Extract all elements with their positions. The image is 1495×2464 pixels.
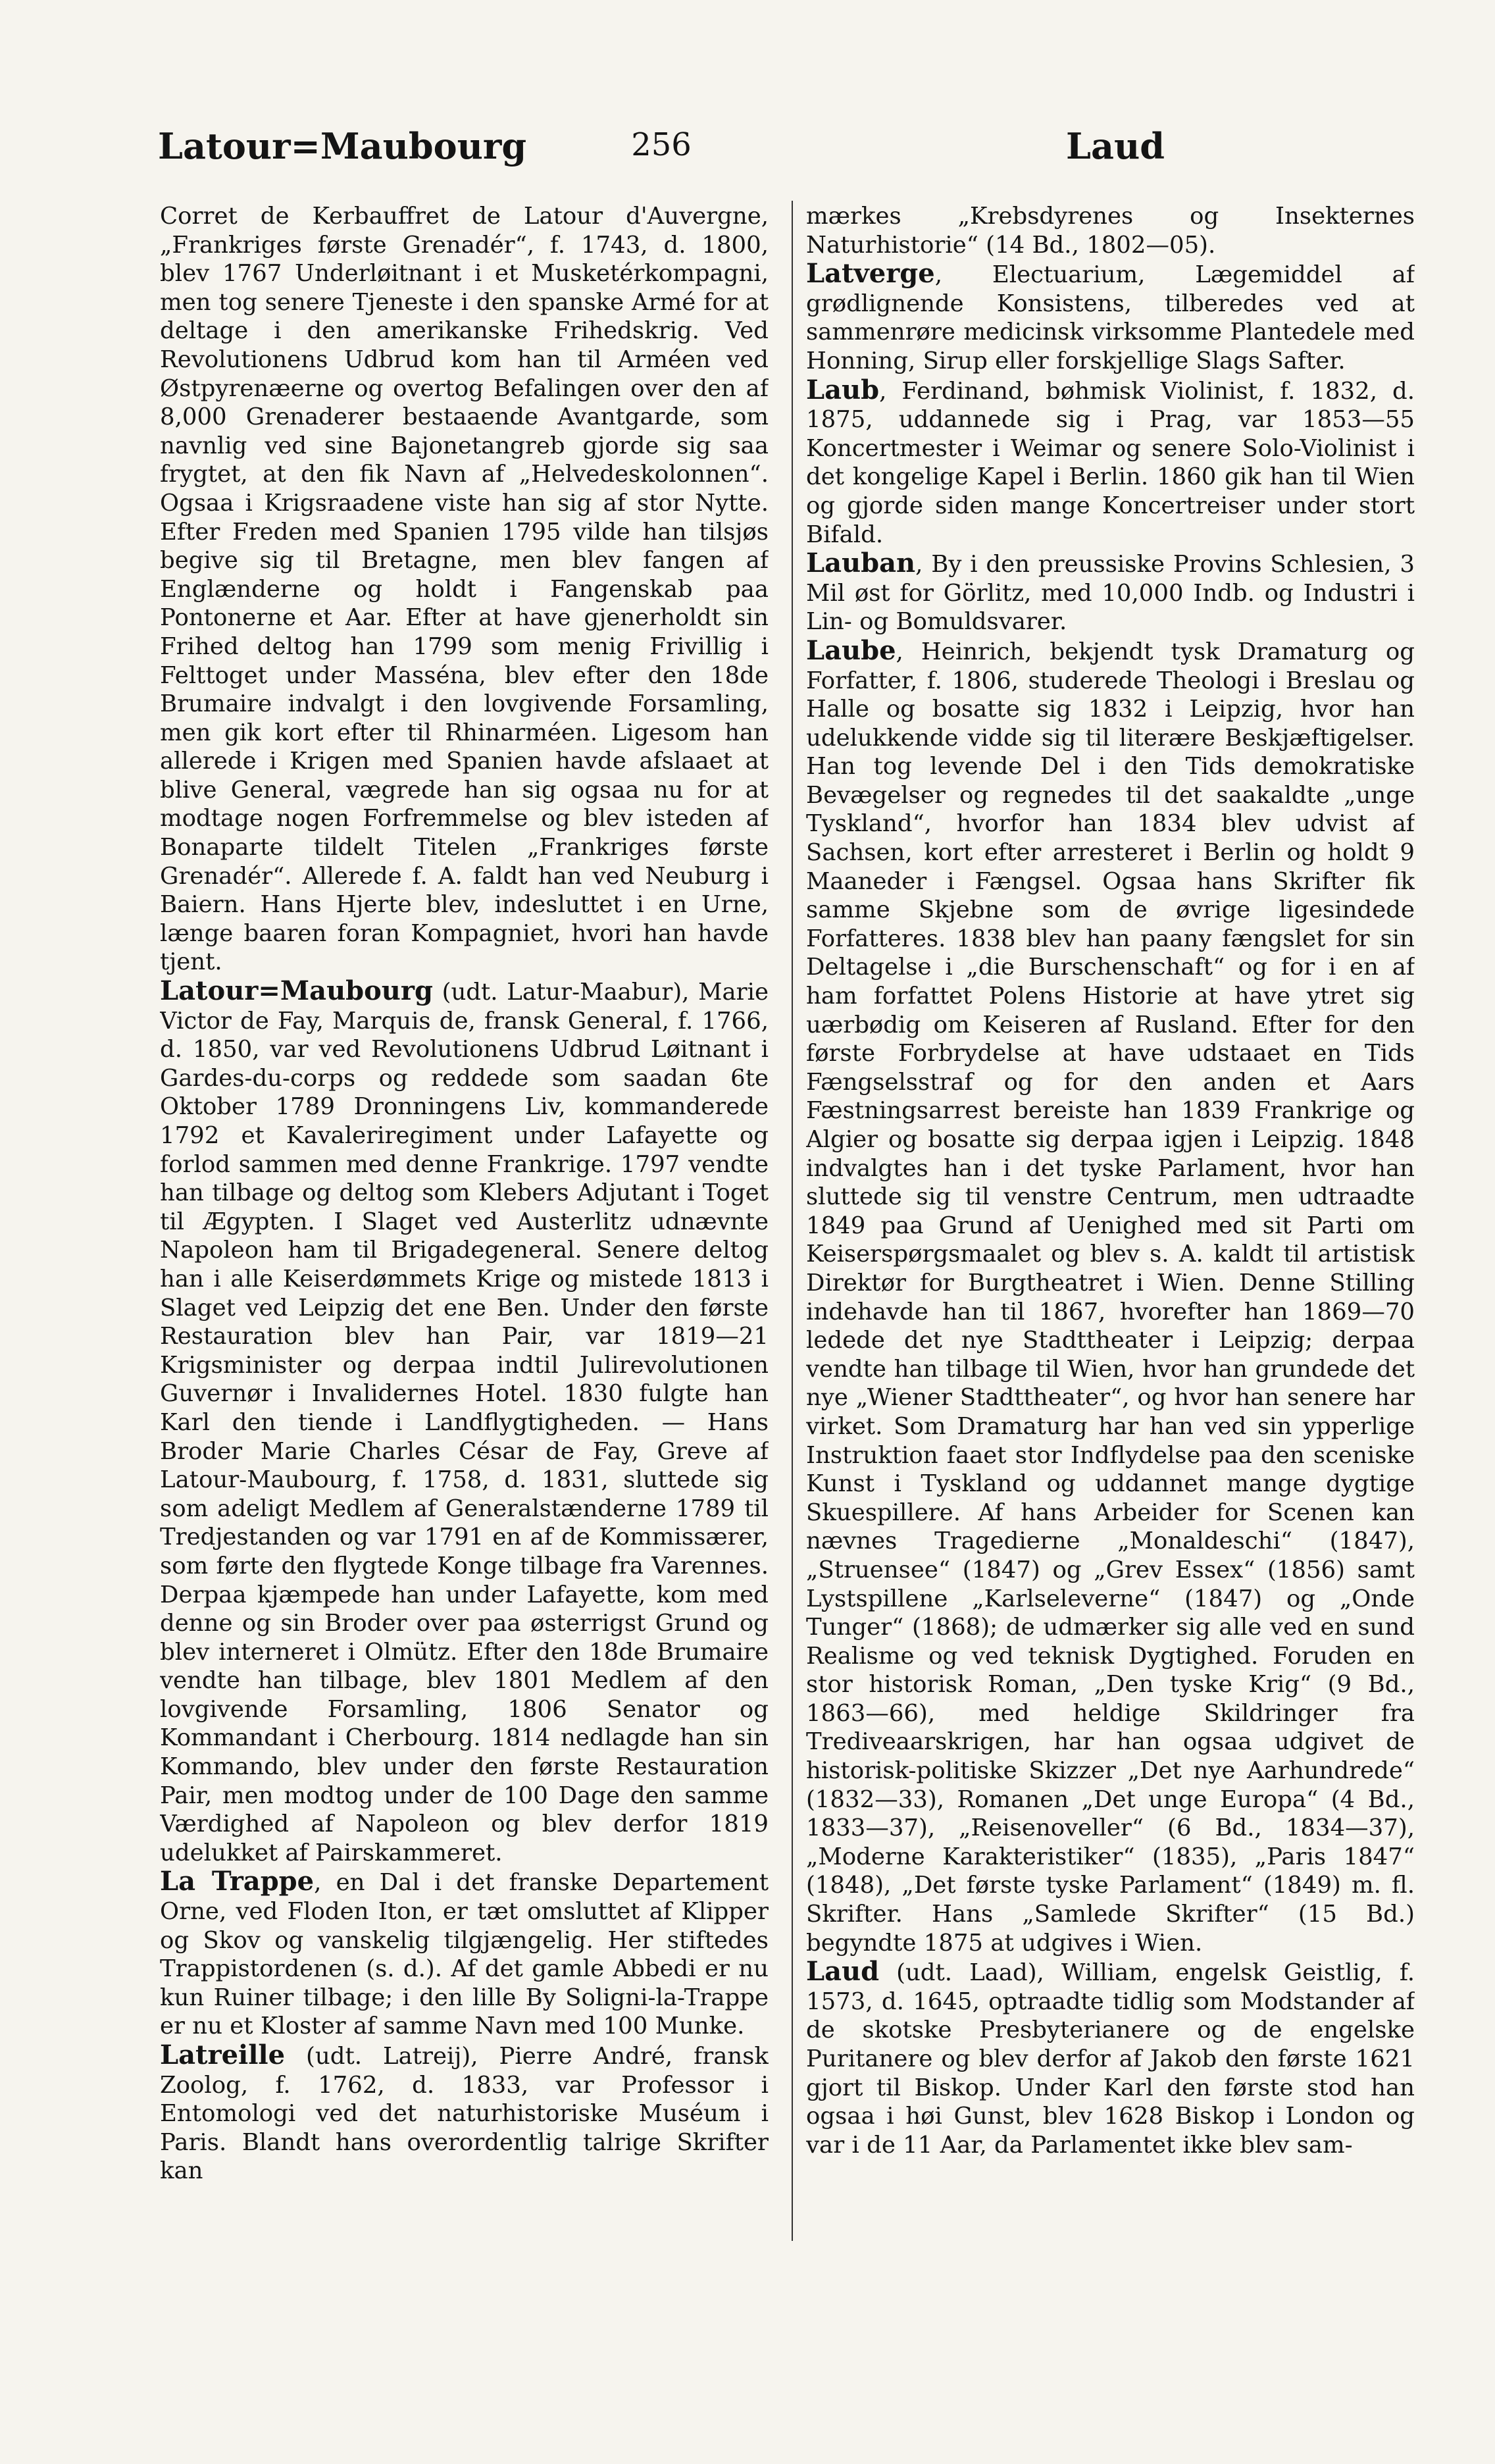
entry-laub [806,376,1415,550]
entry-laube [806,636,1415,1957]
entry-latreille-continued [806,201,1415,259]
entry-text: , By i den preussiske Provins Schlesien, 3 Mil øst for Görlitz, med 10,000 Indb. og Industri i Lin- og Bomuldsvarer. [806,551,1415,636]
entry-text: Corret de Kerbauffret de Latour d'Auvergne, „Frankriges første Grenadér“, f. 1743, d. 1800, blev 1767 Underløitnant i et Musketérkompagni, men tog senere Tjeneste i den spanske Armé for at deltage i den amerikanske Frihedskrig. Ved Revolutionens Udbrud kom han til Arméen ved Østpyrenæerne og overtog Befalingen over den af 8,000 Grenaderer bestaaende Avantgarde, som navnlig ved sine Bajonetangreb gjorde sig saa frygtet, at den fik Navn af „Helvedeskolonnen“. Ogsaa i Krigsraadene viste han sig af stor Nytte. Efter Freden med Spanien 1795 vilde han tilsjøs begive sig til Bretagne, men blev fangen af Englænderne og holdt i Fangenskab paa Pontonerne et Aar. Efter at have gjenerholdt sin Frihed deltog han 1799 som menig Frivillig i Felttoget under Masséna, blev efter den 18de Brumaire indvalgt i den lovgivende Forsamling, men gik kort efter til Rhinarméen. Ligesom han allerede i Krigen med Spanien havde afslaaet at blive General, vægrede han sig ogsaa nu for at modtage nogen Forfremmelse og blev isteden af Bonaparte tildelt Titelen „Frankriges første Grenadér“. Allerede f. A. faldt han ved Neuburg i Baiern. Hans Hjerte blev, indesluttet i en Urne, længe baaren foran Kompagniet, hvori han havde tjent. [160,203,769,976]
entry-headword: Laube [806,634,896,666]
entry-headword: La Trappe [160,1866,315,1897]
entry-text: , Heinrich, bekjendt tysk Dramaturg og Forfatter, f. 1806, studerede Theologi i Breslau og Halle og bosatte sig 1832 i Leipzig, hvor han udelukkende vidde sig til literære Beskjæftigelser. Han tog levende Del i den Tids demokratiske Bevægelser og regnedes til det saakaldte „unge Tyskland“, hvorfor han 1834 blev udvist af Sachsen, kort efter arresteret i Berlin og holdt 9 Maaneder i Fængsel. Ogsaa hans Skrifter fik samme Skjebne som de øvrige ligesindede Forfatteres. 1838 blev han paany fængslet for sin Deltagelse i „die Burschenschaft“ og for i en af ham forfattet Polens Historie at have ytret sig uærbødig om Keiseren af Rusland. Efter for den første Forbrydelse at have udstaaet en Tids Fængselsstraf og for den anden et Aars Fæstningsarrest bereiste han 1839 Frankrige og Algier og bosatte sig derpaa igjen i Leipzig. 1848 indvalgtes han i det tyske Parlament, hvor han sluttede sig til venstre Centrum, men udtraadte 1849 paa Grund af Uenighed med sit Parti om Keiserspørgsmaalet og blev s. A. kaldt til artistisk Direktør for Burgtheatret i Wien. Denne Stilling indehavde han til 1867, hvorefter han 1869—70 ledede det nye Stadttheater i Leipzig; derpaa vendte han tilbage til Wien, hvor han grundede det nye „Wiener Stadttheater“, og hvor han senere har virket. Som Dramaturg har han ved sin ypperlige Instruktion faaet stor Indflydelse paa den sceniske Kunst i Tyskland og uddannet mange dygtige Skuespillere. Af hans Arbeider for Scenen kan nævnes Tragedierne „Monaldeschi“ (1847), „Struensee“ (1847) og „Grev Essex“ (1856) samt Lystspillene „Karlseleverne“ (1847) og „Onde Tunger“ (1868); de udmærker sig alle ved en sund Realisme og ved teknisk Dygtighed. Foruden en stor historisk Roman, „Den tyske Krig“ (9 Bd., 1863—66), med heldige Skildringer fra Trediveaarskrigen, har han ogsaa udgivet de historisk-politiske Skizzer „Det nye Aarhundrede“ (1832—33), Romanen „Det unge Europa“ (4 Bd., 1833—37), „Reisenoveller“ (6 Bd., 1834—37), „Moderne Karakteristiker“ (1835), „Paris 1847“ (1848), „Det første tyske Parlament“ (1849) m. fl. Skrifter. Hans „Samlede Skrifter“ (15 Bd.) begyndte 1875 at udgives i Wien. [806,638,1415,1957]
running-header [158,125,1165,184]
entry-text: , Ferdinand, bøhmisk Violinist, f. 1832, d. 1875, uddannede sig i Prag, var 1853—55 Koncertmester i Weimar og senere Solo-Violinist i det kongelige Kapel i Berlin. 1860 gik han til Wien og gjorde siden mange Koncertreiser under stort Bifald. [806,377,1415,548]
entry-text: (udt. Latur-Maabur), Marie Victor de Fay, Marquis de, fransk General, f. 1766, d. 1850, var ved Revolutionens Udbrud Løitnant i Gardes-du-corps og reddede som saadan 6te Oktober 1789 Dronningens Liv, kommanderede 1792 et Kavaleriregiment under Lafayette og forlod sammen med denne Frankrige. 1797 vendte han tilbage og deltog som Klebers Adjutant i Toget til Ægypten. I Slaget ved Austerlitz udnævnte Napoleon ham til Brigadegeneral. Senere deltog han i alle Keiserdømmets Krige og mistede 1813 i Slaget ved Leipzig det ene Ben. Under den første Restauration blev han Pair, var 1819—21 Krigsminister og derpaa indtil Julirevolutionen Guvernør i Invalidernes Hotel. 1830 fulgte han Karl den tiende i Landflygtigheden. — Hans Broder Marie Charles César de Fay, Greve af Latour-Maubourg, f. 1758, d. 1831, sluttede sig som adeligt Medlem af Generalstænderne 1789 til Tredjestanden og var 1791 en af de Kommissærer, som førte den flygtede Konge tilbage fra Varennes. Derpaa kjæmpede han under Lafayette, kom med denne og sin Broder over paa østerrigst Grund og blev interneret i Olmütz. Efter den 18de Brumaire vendte han tilbage, blev 1801 Medlem af den lovgivende Forsamling, 1806 Senator og Kommandant i Cherbourg. 1814 nedlagde han sin Kommando, blev under den første Restauration Pair, men modtog under de 100 Dage den samme Værdighed af Napoleon og blev derfor 1819 udelukket af Pairskammeret. [160,979,769,1866]
entry-headword: Lauban [806,548,916,579]
entry-text: mærkes „Krebsdyrenes og Insekternes Naturhistorie“ (14 Bd., 1802—05). [806,203,1415,259]
entry-latour-maubourg [160,977,769,1867]
entry-headword: Laud [806,1956,880,1988]
entry-text: , en Dal i det franske Departement Orne, ved Floden Iton, er tæt omsluttet af Klipper og Skov og vanskelig tilgjængelig. Her stiftedes Trappistordenen (s. d.). Af det gamle Abbedi er nu kun Ruiner tilbage; i den lille By Soligni-la-Trappe er nu et Kloster af samme Navn med 100 Munke. [160,1869,769,2040]
entry-la-trappe [160,1867,769,2041]
entry-headword: Latour=Maubourg [160,975,433,1007]
entry-headword: Latreille [160,2040,286,2070]
left-column [160,201,769,2247]
entry-text: (udt. Latreij), Pierre André, fransk Zoolog, f. 1762, d. 1833, var Professor i Entomologi ved det naturhistoriske Muséum i Paris. Blandt hans overordentlig talrige Skrifter kan [160,2043,769,2185]
page-number: 256 [631,126,692,163]
entry-text: (udt. Laad), William, engelsk Geistlig, f. 1573, d. 1645, optraadte tidlig som Modstander af de skotske Presbyterianere og de engelske Puritanere og blev derfor af Jakob den første 1621 gjort til Biskop. Under Karl den første stod han ogsaa i høi Gunst, blev 1628 Biskop i London og var i de 11 Aar, da Parlamentet ikke blev sam- [806,1959,1415,2159]
column-divider [792,201,793,2241]
entry-lauban [806,549,1415,636]
right-column [806,201,1415,2247]
header-right-keyword: Laud [1066,125,1165,167]
entry-text: , Electuarium, Lægemiddel af grødlignende Konsistens, tilberedes ved at sammenrøre medicinsk virksomme Plantedele med Honning, Sirup eller forskjellige Slags Safter. [806,261,1415,374]
entry-laud [806,1957,1415,2159]
entry-latverge [806,259,1415,375]
entry-latreille [160,2041,769,2186]
entry-headword: Latverge [806,258,935,290]
entry-latour-d-auvergne-continued [160,201,769,977]
header-left-keyword: Latour=Maubourg [158,125,527,167]
entry-headword: Laub [806,374,880,405]
